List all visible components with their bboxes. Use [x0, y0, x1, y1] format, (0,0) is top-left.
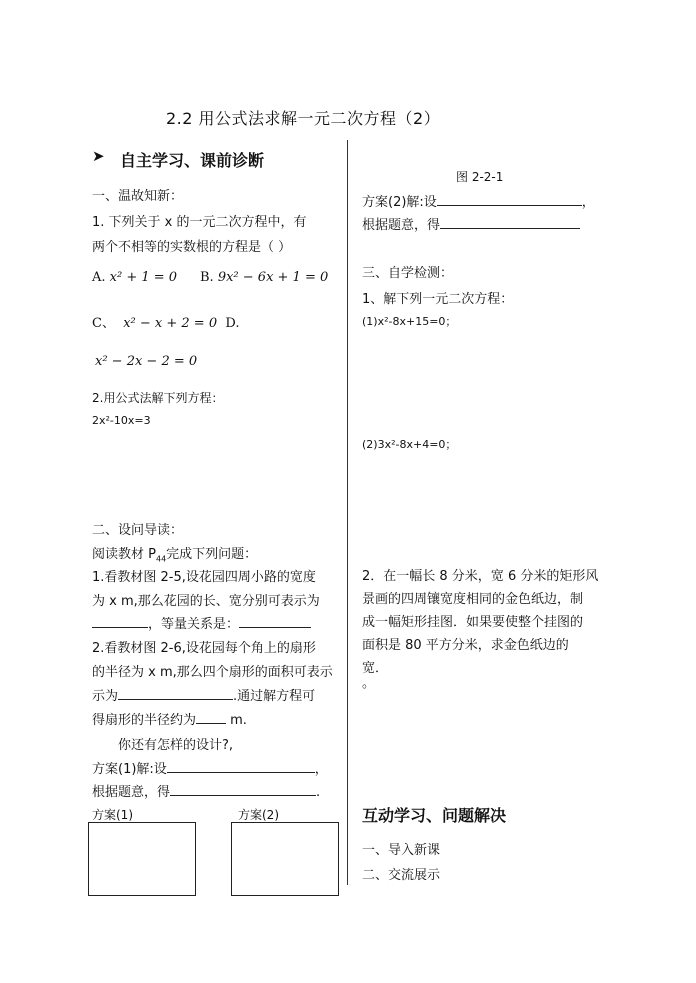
- plan1-b: ，: [314, 762, 328, 777]
- plan2-line1: [362, 191, 595, 210]
- plan2-drawing-box: [231, 822, 339, 896]
- problem2-line5: 宽．: [362, 661, 389, 676]
- option-a-label: A.: [92, 270, 106, 285]
- g1-line3-text: ，等量关系是：: [148, 617, 240, 632]
- plan1-c: 根据题意，得: [92, 785, 171, 800]
- g2-line1: 2.看教材图 2-6,设花园每个角上的扇形: [92, 641, 316, 656]
- review-heading: 一、温故知新：: [92, 189, 184, 204]
- box1-label: 方案(1): [92, 808, 133, 822]
- self-check-heading: 三、自学检测：: [362, 266, 454, 281]
- problem2-line6: 。: [362, 676, 376, 691]
- option-c: [92, 312, 239, 331]
- page-title: 2.2 用公式法求解一元二次方程（2）: [166, 109, 441, 128]
- plan1-line1: [92, 758, 328, 777]
- blank-length-width[interactable]: [92, 614, 148, 628]
- self-check-q1: 1、解下列一元二次方程：: [362, 292, 514, 307]
- option-a-math: x² + 1 = 0: [109, 270, 178, 285]
- section1-title: 自主学习、课前诊断: [120, 151, 265, 170]
- q2-equation: 2x²-10x=3: [92, 414, 151, 427]
- self-check-eq2: (2)3x²-8x+4=0；: [362, 438, 457, 451]
- guide-read: [92, 543, 257, 564]
- problem2-line2: 景画的四周镶宽度相同的金色纸边，制: [362, 592, 584, 607]
- g1-line3: [92, 613, 311, 632]
- g2-line3a: 示为: [92, 689, 119, 704]
- figure-label: 图 2-2-1: [456, 170, 504, 184]
- plan2-c: 根据题意，得: [362, 218, 441, 233]
- g2-line2: 的半径为 x m,那么四个扇形的面积可表示: [92, 665, 333, 680]
- guide-read-page: 44: [155, 554, 167, 564]
- guide-read-pre: 阅读教材 P: [92, 547, 156, 562]
- blank-sector-area[interactable]: [118, 686, 233, 700]
- option-c-label: C、: [92, 316, 115, 331]
- q2-line: 2.用公式法解下列方程：: [92, 391, 224, 405]
- box2-label: 方案(2): [238, 808, 279, 822]
- section2-item1: 一、导入新课: [362, 843, 441, 858]
- option-b: [200, 270, 328, 285]
- problem2-line3: 成一幅矩形挂图．如果要使整个挂图的: [362, 615, 584, 630]
- option-c-math: x² − x + 2 = 0: [123, 316, 218, 331]
- problem2-line4: 面积是 80 平方分米，求金色纸边的: [362, 638, 569, 653]
- plan1-a: 方案(1)解:设: [92, 762, 167, 777]
- blank-plan1-eq[interactable]: [170, 782, 316, 796]
- g1-line2: 为 x m,那么花园的长、宽分别可表示为: [92, 594, 320, 609]
- q1-line2: 两个不相等的实数根的方程是（ ）: [92, 240, 292, 255]
- column-divider: [347, 140, 348, 885]
- g2-line4: [92, 709, 247, 728]
- g1-line1: 1.看教材图 2-5,设花园四周小路的宽度: [92, 570, 316, 585]
- g2-line3: [92, 685, 315, 704]
- option-d-label: D.: [225, 316, 240, 331]
- plan1-line2: [92, 781, 320, 800]
- blank-plan1-let[interactable]: [167, 759, 315, 773]
- self-check-eq1: (1)x²-8x+15=0；: [362, 315, 457, 328]
- option-a: [92, 270, 177, 285]
- plan2-b: ，: [581, 195, 595, 210]
- plan1-drawing-box: [88, 822, 196, 896]
- blank-radius[interactable]: [196, 710, 226, 724]
- option-d-math: x² − 2x − 2 = 0: [95, 354, 198, 369]
- problem2-line1: 2．在一幅长 8 分米，宽 6 分米的矩形风: [362, 569, 599, 584]
- g2-line4b: m.: [226, 713, 247, 728]
- plan2-a: 方案(2)解:设: [362, 195, 437, 210]
- plan1-d: .: [316, 785, 321, 800]
- section-arrow-icon: ➤: [92, 147, 105, 165]
- design-question: 你还有怎样的设计?,: [118, 738, 234, 753]
- option-b-label: B.: [200, 270, 214, 285]
- plan2-line2: [362, 214, 580, 233]
- section2-item2: 二、交流展示: [362, 868, 441, 883]
- g2-line4a: 得扇形的半径约为: [92, 713, 197, 728]
- blank-plan2-let[interactable]: [437, 192, 582, 206]
- blank-plan2-eq[interactable]: [440, 215, 580, 229]
- option-b-math: 9x² − 6x + 1 = 0: [217, 270, 329, 285]
- blank-relation[interactable]: [239, 614, 311, 628]
- q1-line1: 1. 下列关于 x 的一元二次方程中，有: [92, 215, 307, 230]
- g2-line3b: .通过解方程可: [233, 689, 316, 704]
- section2-title: 互动学习、问题解决: [362, 806, 507, 825]
- guide-heading: 二、设问导读：: [92, 523, 184, 538]
- guide-read-post: 完成下列问题：: [166, 547, 258, 562]
